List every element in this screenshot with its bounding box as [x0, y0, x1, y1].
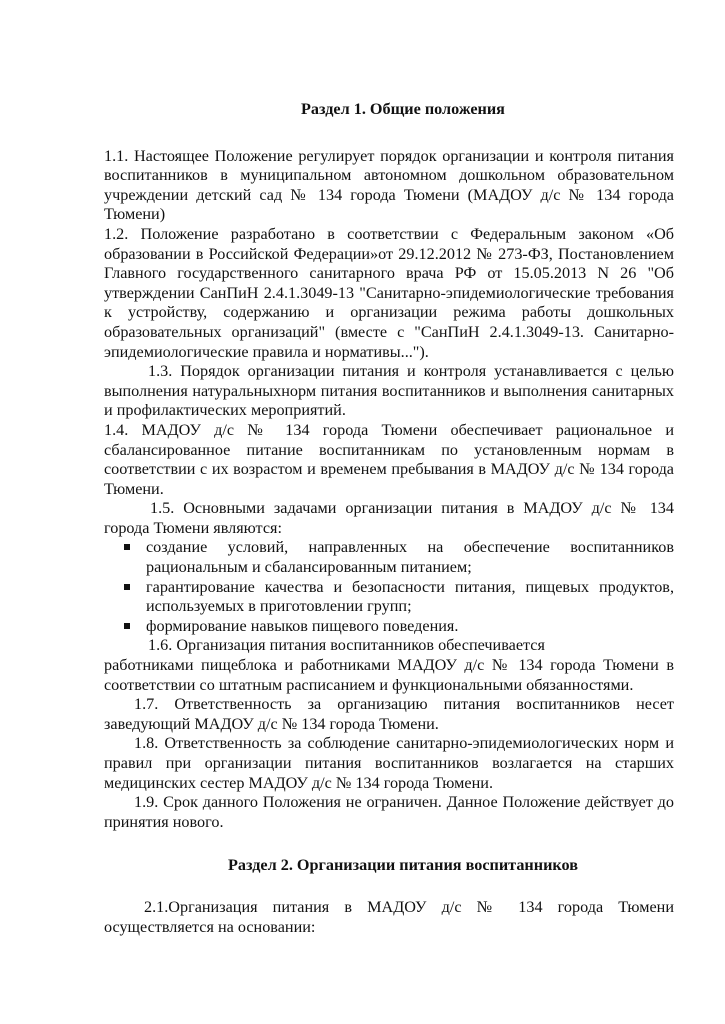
paragraph-1-6-rest: работниками пищеблока и работниками МАДОУ д/с № 134 города Тюмени в соответствии со штатным расписанием и функциональными обязанностями. [104, 656, 674, 694]
square-bullet-icon [124, 544, 130, 550]
paragraph-1-2: 1.2. Положение разработано в соответствии с Федеральным законом «Об образовании в Российской Федерации»от 29.12.2012 № 273-ФЗ, Постановлением Главного государственного санитарного врача РФ от 15.05.2013 N 26 "Об утверждении СанПиН 2.4.1.3049-13 "Санитарно-эпидемиологические требования к устройству, содержанию и организации режима работы дошкольных образовательных организаций" (вместе с "СанПиН 2.4.1.3049-13. Санитарно-эпидемиологические правила и нормативы..."). [104, 224, 674, 361]
paragraph-1-6-first-line: 1.6. Организация питания воспитанников обеспечивается [148, 636, 545, 655]
square-bullet-icon [124, 584, 130, 590]
paragraph-1-1: 1.1. Настоящее Положение регулирует порядок организации и контроля питания воспитанников в муниципальном автономном дошкольном образовательном учреждении детский сад № 134 города Тюмени (МАДОУ д/с № 134 города Тюмени) [104, 146, 674, 224]
paragraph-2-1: 2.1.Организация питания в МАДОУ д/с № 134 города Тюмени осуществляется на основании: [104, 897, 674, 936]
list-item [104, 617, 674, 637]
section-1-title: Раздел 1. Общие положения [301, 100, 505, 118]
tasks-list [104, 538, 674, 636]
square-bullet-icon [124, 623, 130, 629]
list-item [104, 538, 674, 577]
paragraph-1-5: 1.5. Основными задачами организации питания в МАДОУ д/с № 134 города Тюмени являются: [104, 499, 674, 537]
paragraph-1-8: 1.8. Ответственность за соблюдение санитарно-эпидемиологических норм и правил при организации питания воспитанников возлагается на старших медицинских сестер МАДОУ д/с № 134 города Тюмени. [104, 734, 674, 792]
list-item-text: формирование навыков пищевого поведения. [146, 616, 459, 635]
paragraph-1-7: 1.7. Ответственность за организацию питания воспитанников несет заведующий МАДОУ д/с № 134 города Тюмени. [104, 695, 674, 733]
list-item [104, 578, 674, 617]
paragraph-1-4: 1.4. МАДОУ д/с № 134 города Тюмени обеспечивает рациональное и сбалансированное питание воспитанникам по установленным нормам в соответствии с их возрастом и временем пребывания в МАДОУ д/с № 134 города Тюмени. [104, 420, 674, 498]
list-item-text: гарантирование качества и безопасности питания, пищевых продуктов, используемых в приготовлении групп; [146, 577, 674, 616]
paragraph-1-3: 1.3. Порядок организации питания и контроля устанавливается с целью выполнения натуральныхнорм питания воспитанников и выполнения санитарных и профилактических мероприятий. [104, 362, 674, 420]
section-2-title: Раздел 2. Организации питания воспитанников [228, 856, 578, 875]
document-page [104, 100, 674, 937]
paragraph-1-9: 1.9. Срок данного Положения не ограничен. Данное Положение действует до принятия нового. [104, 793, 674, 831]
list-item-text: создание условий, направленных на обеспечение воспитанников рациональным и сбалансированным питанием; [146, 538, 674, 577]
